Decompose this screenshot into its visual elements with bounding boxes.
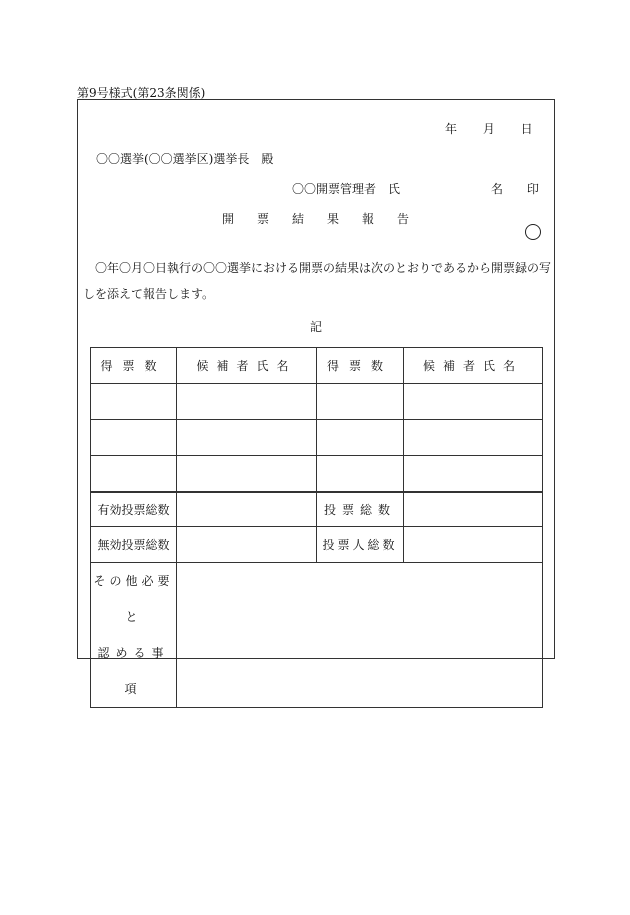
- valid-votes-row: [91, 492, 543, 527]
- results-table: [90, 347, 543, 708]
- table-cell: [91, 420, 177, 456]
- table-cell: [177, 456, 317, 492]
- header-votes: 得票数: [317, 348, 404, 384]
- total-votes-value: [404, 492, 543, 527]
- header-candidate-name: 候補者氏名: [177, 348, 317, 384]
- total-voters-label: 投票人総数: [317, 527, 404, 563]
- table-cell: [317, 384, 404, 420]
- addressee: 〇〇選挙(〇〇選挙区)選挙長 殿: [96, 152, 274, 166]
- date-line: 年 月 日: [445, 122, 533, 136]
- body-text: 〇年〇月〇日執行の〇〇選挙における開票の結果は次のとおりであるから開票録の写しを添えて報告します。: [83, 261, 552, 301]
- invalid-votes-row: [91, 527, 543, 563]
- total-votes-label: 投票総数: [317, 492, 404, 527]
- other-items-row: [91, 563, 543, 708]
- reporter-label: 〇〇開票管理者 氏: [292, 182, 401, 196]
- invalid-votes-value: [177, 527, 317, 563]
- ki-heading: 記: [310, 320, 323, 334]
- table-row: [91, 456, 543, 492]
- table-cell: [177, 420, 317, 456]
- table-cell: [404, 384, 543, 420]
- document-title: 開票結果報告: [222, 212, 433, 226]
- name-seal-label: 名 印: [491, 182, 539, 196]
- seal-circle-icon: [525, 224, 541, 240]
- valid-votes-label: 有効投票総数: [91, 492, 177, 527]
- table-cell: [404, 456, 543, 492]
- form-caption: 第9号様式(第23条関係): [77, 86, 206, 100]
- invalid-votes-label: 無効投票総数: [91, 527, 177, 563]
- table-cell: [91, 384, 177, 420]
- table-cell: [317, 456, 404, 492]
- other-items-line2: 認める事項: [97, 646, 170, 696]
- table-row: [91, 420, 543, 456]
- table-row: [91, 384, 543, 420]
- table-cell: [317, 420, 404, 456]
- table-cell: [91, 456, 177, 492]
- table-cell: [404, 420, 543, 456]
- header-candidate-name: 候補者氏名: [404, 348, 543, 384]
- valid-votes-value: [177, 492, 317, 527]
- table-cell: [177, 384, 317, 420]
- header-votes: 得票数: [91, 348, 177, 384]
- other-items-line1: その他必要と: [93, 574, 174, 624]
- other-items-label: [91, 563, 177, 708]
- total-voters-value: [404, 527, 543, 563]
- table-header-row: [91, 348, 543, 384]
- other-items-value: [177, 563, 543, 708]
